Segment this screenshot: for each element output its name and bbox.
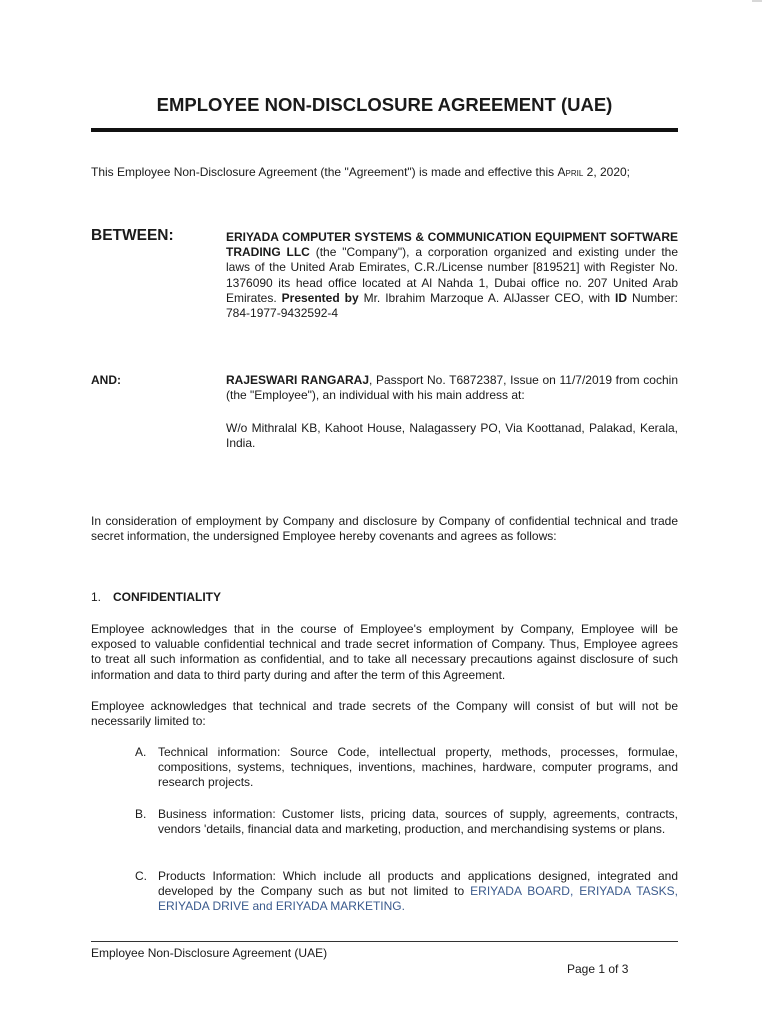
list-text-main: Products Information: Which include all products and applications designed, integrated and developed by the Company such as but not limited to <box>158 869 678 899</box>
employee-address: W/o Mithralal KB, Kahoot House, Nalagassery PO, Via Koottanad, Palakad, Kerala, India. <box>226 421 678 451</box>
intro-date: April 2, 2020; <box>557 165 631 179</box>
product-names: ERIYADA BOARD, ERIYADA TASKS, ERIYADA DRIVE and ERIYADA MARKETING. <box>158 884 678 914</box>
footer-title: Employee Non-Disclosure Agreement (UAE) <box>91 946 328 960</box>
employee-name: RAJESWARI RANGARAJ <box>226 373 370 387</box>
list-marker: B. <box>135 807 147 821</box>
company-name: ERIYADA COMPUTER SYSTEMS & COMMUNICATION EQUIPMENT SOFTWARE TRADING LLC <box>226 230 678 260</box>
list-text <box>158 869 678 915</box>
list-item-c <box>135 869 678 915</box>
intro-line <box>91 165 678 180</box>
id-label: ID <box>615 290 628 305</box>
list-item-b <box>135 807 678 837</box>
intro-prefix: This Employee Non-Disclosure Agreement (the "Agreement") is made and effective this <box>91 165 558 179</box>
between-text <box>226 230 678 321</box>
and-label: AND: <box>91 373 121 387</box>
list-text: Technical information: Source Code, intellectual property, methods, processes, formulae, compositions, systems, techniques, inventions, machines, hardware, computer programs, and research projects. <box>158 745 678 790</box>
section-1-heading <box>91 590 221 605</box>
footer-rule <box>91 941 678 942</box>
consideration-paragraph: In consideration of employment by Company and disclosure by Company of confidential technical and trade secret information, the undersigned Employee hereby covenants and agrees as follows: <box>91 514 678 544</box>
list-marker: A. <box>135 745 147 759</box>
corner-mark <box>752 0 762 2</box>
document-title: EMPLOYEE NON-DISCLOSURE AGREEMENT (UAE) <box>156 94 613 115</box>
and-text <box>226 373 678 403</box>
between-text-1: (the "Company"), a corporation organized and existing under the laws of the United Arab Emirates, C.R./License number [819521] with Register No. 1376090 its head office located at Al Nahda 1, Dubai office no. 207 United Arab Emirates. <box>226 245 678 305</box>
between-text-2: Mr. Ibrahim Marzoque A. AlJasser CEO, with <box>358 290 616 305</box>
between-text-3: Number: 784-1977-9432592-4 <box>226 290 678 321</box>
and-text-1: , Passport No. T6872387, Issue on 11/7/2019 from cochin (the "Employee"), an individual with his main address at: <box>226 373 678 403</box>
list-text: Business information: Customer lists, pricing data, sources of supply, agreements, contracts, vendors 'details, financial data and marketing, production, and merchandising systems or plans. <box>158 807 678 837</box>
section-1-paragraph-2: Employee acknowledges that technical and trade secrets of the Company will consist of but will not be necessarily limited to: <box>91 699 678 729</box>
title-rule <box>91 128 678 132</box>
between-label: BETWEEN: <box>91 227 174 244</box>
list-marker: C. <box>135 869 147 883</box>
section-1-number: 1. <box>91 590 102 604</box>
section-1-paragraph-1: Employee acknowledges that in the course of Employee's employment by Company, Employee will be exposed to valuable confidential technical and trade secret information of Company. Thus, Employee agrees to treat all such information as confidential, and to take all necessary precautions against disclosure of such information and data to third party during and after the term of this Agreement. <box>91 622 678 682</box>
section-1-title: CONFIDENTIALITY <box>113 590 221 604</box>
presented-by-label: Presented by <box>281 290 359 305</box>
page-number: Page 1 of 3 <box>567 962 629 976</box>
list-item-a <box>135 745 678 791</box>
